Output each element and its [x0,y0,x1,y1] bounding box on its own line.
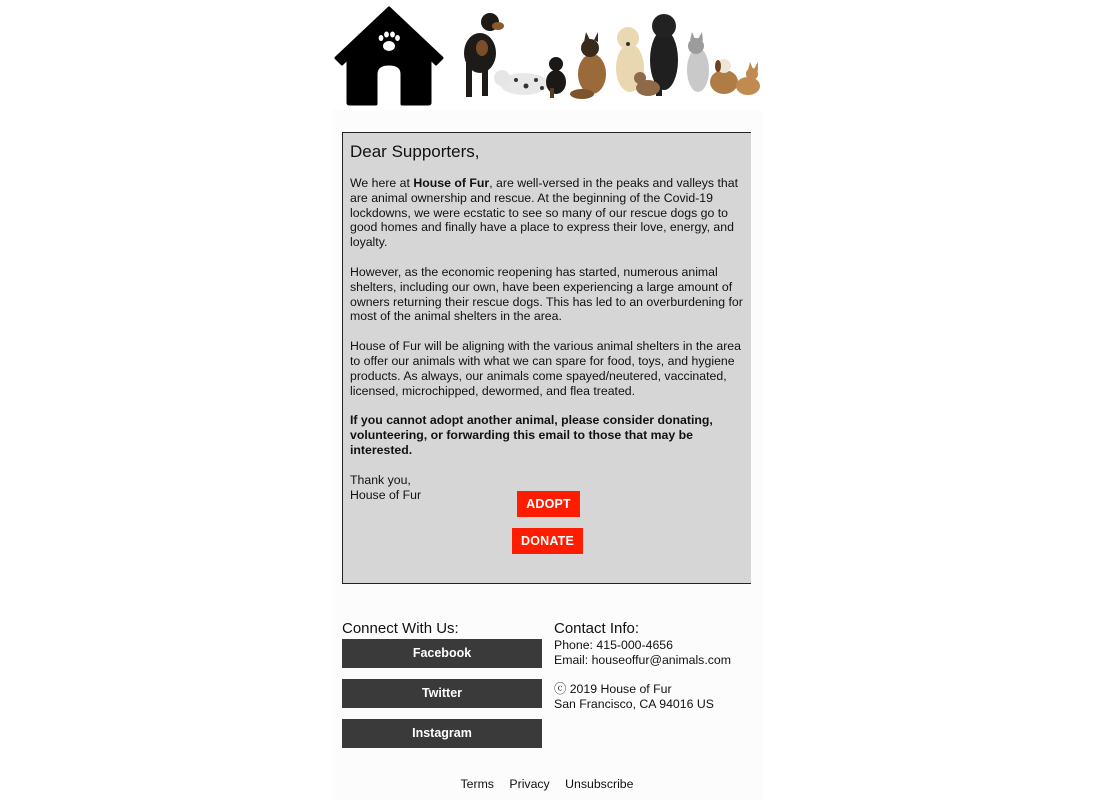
donate-button[interactable]: DONATE [512,528,583,554]
letter-body [350,142,746,502]
dog-corgi [736,62,760,95]
connect-title: Connect With Us: [342,620,459,637]
footer-links [332,777,762,791]
paragraph-aligning: House of Fur will be aligning with the various animal shelters in the area to offer our animals with what we can spare for food, toys, and hygiene products. As always, our animals come spayed/neutered, vaccinated, licensed, microchipped, dewormed, and flea treated. [350,339,741,398]
contact-phone: Phone: 415-000-4656 [554,638,673,652]
contact-title: Contact Info: [554,620,640,637]
unsubscribe-link[interactable]: Unsubscribe [565,777,634,791]
signoff-sender: House of Fur [350,487,422,502]
connect-section [342,620,542,740]
paragraph-intro [350,176,746,250]
brand-name: House of Fur [413,176,490,190]
terms-link[interactable]: Terms [460,777,494,791]
house-with-paw-icon [334,6,444,106]
email-container [332,0,762,800]
paragraph-call-to-action [350,413,746,457]
paragraph-intro-text-a: We here at [350,176,414,190]
paragraph-reopening: However, as the economic reopening has started, numerous animal shelters, including our own, have been experiencing a large amount of owners returning their rescue dogs. This has led to an overburdening for most of the animal shelters in the area. [350,264,743,324]
address: San Francisco, CA 94016 US [554,697,714,711]
dog-dalmatian [494,70,548,95]
call-to-action-text: If you cannot adopt another animal, please consider donating, volunteering, or forwarding this email to those that may be interested. [350,413,713,457]
adopt-button[interactable]: ADOPT [517,491,580,517]
twitter-button[interactable]: Twitter [342,679,542,708]
dog-small-black [546,57,566,98]
copyright: ⓒ 2019 House of Fur [554,682,672,696]
signoff-thanks: Thank you, [350,472,411,487]
greeting: Dear Supporters, [350,142,480,161]
paragraph-intro-text-b: , are well-versed in the peaks and valleys that are animal ownership and rescue. At the beginning of the Covid-19 lockdowns, we were ecstatic to see so many of our rescue dogs go to good homes and finally have a place to express their love, energy, and loyalty. [350,176,738,250]
contact-section [554,620,754,712]
row-of-dogs-image [452,8,762,100]
header [332,0,762,110]
instagram-button[interactable]: Instagram [342,719,542,748]
privacy-link[interactable]: Privacy [509,777,550,791]
dog-german-shepherd [570,32,606,99]
facebook-button[interactable]: Facebook [342,639,542,668]
dog-beagle [710,59,738,94]
contact-email: Email: houseoffur@animals.com [554,653,731,667]
dog-husky [687,32,709,92]
letter-card [342,132,751,584]
